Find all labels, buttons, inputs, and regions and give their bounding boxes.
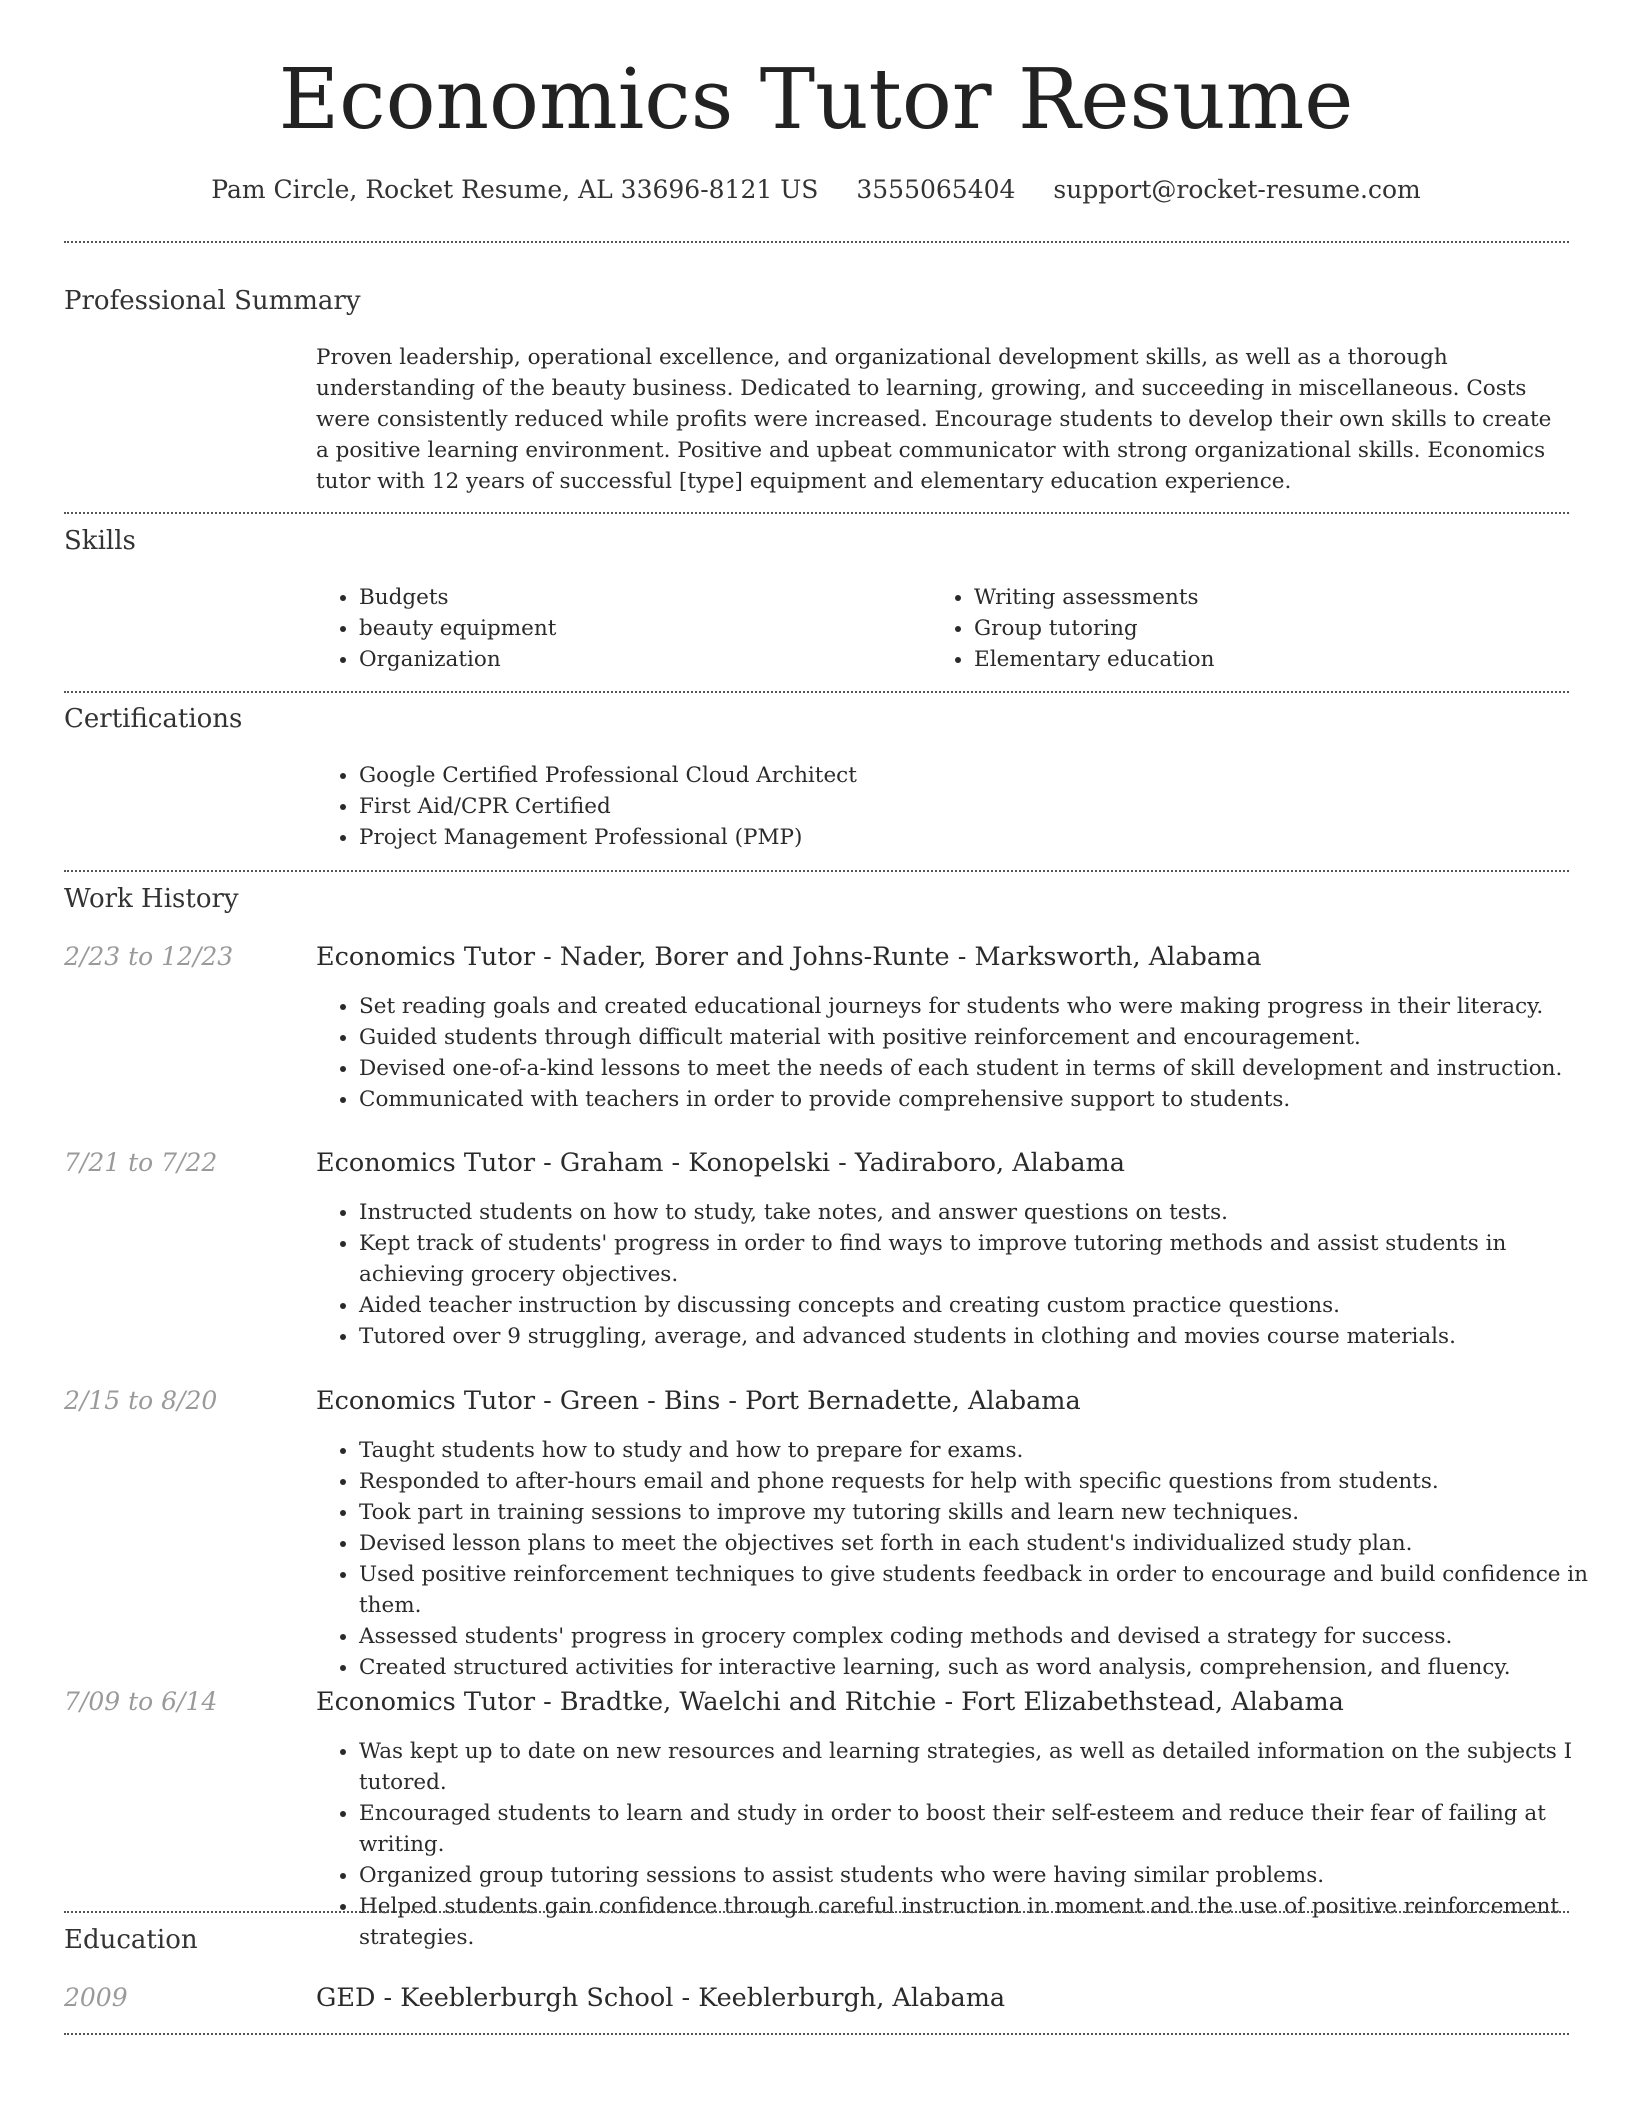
- job-title: Economics Tutor - Nader, Borer and Johns-Runte - Marksworth, Alabama: [316, 942, 1262, 972]
- certifications-heading: Certifications: [64, 704, 243, 734]
- list-item: • Organization: [359, 644, 919, 675]
- list-item: • Google Certified Professional Cloud Architect: [359, 760, 1559, 791]
- list-item: • Was kept up to date on new resources and learning strategies, as well as detailed information on the subjects I tutored.: [359, 1736, 1609, 1798]
- job-title: Economics Tutor - Graham - Konopelski - Yadiraboro, Alabama: [316, 1148, 1125, 1178]
- skills-heading: Skills: [64, 526, 136, 556]
- divider: [64, 512, 1569, 514]
- contact-phone: 3555065404: [856, 175, 1016, 204]
- job-title: Economics Tutor - Bradtke, Waelchi and Ritchie - Fort Elizabethstead, Alabama: [316, 1687, 1344, 1717]
- list-item: • Set reading goals and created educational journeys for students who were making progress in their literacy.: [359, 991, 1609, 1022]
- divider: [64, 2033, 1569, 2035]
- list-item: • Instructed students on how to study, take notes, and answer questions on tests.: [359, 1197, 1609, 1228]
- list-item: • Devised lesson plans to meet the objectives set forth in each student's individualized study plan.: [359, 1528, 1609, 1559]
- list-item: • Took part in training sessions to improve my tutoring skills and learn new techniques.: [359, 1497, 1609, 1528]
- list-item: • Organized group tutoring sessions to assist students who were having similar problems.: [359, 1860, 1609, 1891]
- job-bullets: [315, 1435, 1609, 1683]
- list-item: • Tutored over 9 struggling, average, and advanced students in clothing and movies course materials.: [359, 1321, 1609, 1352]
- list-item: • beauty equipment: [359, 613, 919, 644]
- list-item: • First Aid/CPR Certified: [359, 791, 1559, 822]
- certifications-list: [315, 760, 1559, 853]
- list-item: • Assessed students' progress in grocery complex coding methods and devised a strategy for success.: [359, 1621, 1609, 1652]
- summary-text: Proven leadership, operational excellence, and organizational development skills, as well as a thorough understanding of the beauty business. Dedicated to learning, growing, and succeeding in miscellaneous. Costs were consistently reduced while profits were increased. Encourage students to develop their own skills to create a positive learning environment. Positive and upbeat communicator with strong organizational skills. Economics tutor with 12 years of successful [type] equipment and elementary education experience.: [316, 345, 1552, 494]
- list-item: • Helped students gain confidence through careful instruction in moment and the use of positive reinforcement strategies.: [359, 1891, 1609, 1953]
- job-title: Economics Tutor - Green - Bins - Port Bernadette, Alabama: [316, 1386, 1081, 1416]
- summary-heading: Professional Summary: [64, 286, 361, 316]
- list-item: • Responded to after-hours email and phone requests for help with specific questions from students.: [359, 1466, 1609, 1497]
- resume-header: [0, 0, 1632, 205]
- list-item: • Guided students through difficult material with positive reinforcement and encouragement.: [359, 1022, 1609, 1053]
- list-item: • Taught students how to study and how to prepare for exams.: [359, 1435, 1609, 1466]
- divider: [64, 1911, 1569, 1913]
- education-year: 2009: [64, 1983, 128, 2012]
- job-dates: 2/23 to 12/23: [64, 942, 234, 971]
- list-item: • Aided teacher instruction by discussing concepts and creating custom practice questions.: [359, 1290, 1609, 1321]
- education-entry: GED - Keeblerburgh School - Keeblerburgh, Alabama: [316, 1983, 1006, 2013]
- job-dates: 7/21 to 7/22: [64, 1148, 218, 1177]
- divider: [64, 241, 1569, 243]
- skills-list-right: [930, 582, 1574, 675]
- contact-email: support@rocket-resume.com: [1053, 175, 1421, 204]
- list-item: • Kept track of students' progress in order to find ways to improve tutoring methods and assist students in achieving grocery objectives.: [359, 1228, 1609, 1290]
- page-title: Economics Tutor Resume: [278, 51, 1354, 148]
- job-dates: 7/09 to 6/14: [64, 1687, 218, 1716]
- contact-line: [0, 175, 1632, 205]
- job-bullets: [315, 991, 1609, 1115]
- job-bullets: [315, 1736, 1609, 1953]
- job-bullets: [315, 1197, 1609, 1352]
- list-item: • Group tutoring: [974, 613, 1574, 644]
- divider: [64, 870, 1569, 872]
- job-dates: 2/15 to 8/20: [64, 1386, 218, 1415]
- education-heading: Education: [64, 1925, 198, 1955]
- list-item: • Devised one-of-a-kind lessons to meet the needs of each student in terms of skill development and instruction.: [359, 1053, 1609, 1084]
- list-item: • Used positive reinforcement techniques to give students feedback in order to encourage and build confidence in them.: [359, 1559, 1609, 1621]
- list-item: • Elementary education: [974, 644, 1574, 675]
- divider: [64, 691, 1569, 693]
- list-item: • Writing assessments: [974, 582, 1574, 613]
- list-item: • Project Management Professional (PMP): [359, 822, 1559, 853]
- list-item: • Encouraged students to learn and study in order to boost their self-esteem and reduce their fear of failing at writing.: [359, 1798, 1609, 1860]
- list-item: • Budgets: [359, 582, 919, 613]
- work-history-heading: Work History: [64, 884, 239, 914]
- contact-address: Pam Circle, Rocket Resume, AL 33696-8121 US: [211, 175, 819, 204]
- list-item: • Created structured activities for interactive learning, such as word analysis, comprehension, and fluency.: [359, 1652, 1609, 1683]
- list-item: • Communicated with teachers in order to provide comprehensive support to students.: [359, 1084, 1609, 1115]
- skills-list-left: [315, 582, 919, 675]
